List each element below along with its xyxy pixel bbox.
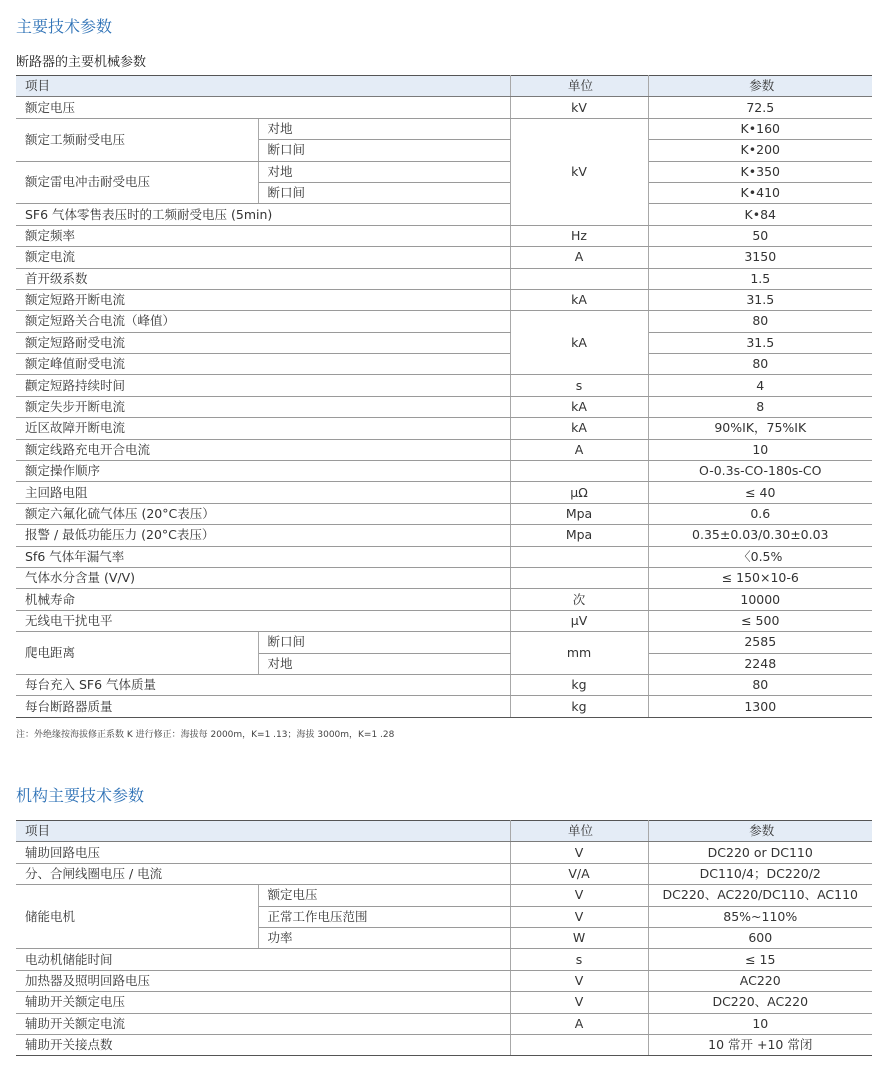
row-subitem: 额定电压 xyxy=(258,885,510,906)
row-unit: kA xyxy=(510,289,648,310)
row-item: 额定频率 xyxy=(16,225,510,246)
table-row xyxy=(16,482,872,503)
row-value: K•84 xyxy=(648,204,872,225)
header-item: 项目 xyxy=(16,821,510,842)
table-row xyxy=(16,289,872,310)
row-value: K•410 xyxy=(648,182,872,203)
table-row xyxy=(16,439,872,460)
row-unit xyxy=(510,546,648,567)
row-subitem: 对地 xyxy=(258,653,510,674)
row-item: 额定电流 xyxy=(16,247,510,268)
row-unit: Hz xyxy=(510,225,648,246)
breaker-params-table xyxy=(16,75,872,718)
row-value: DC220 or DC110 xyxy=(648,842,872,863)
row-item: 机械寿命 xyxy=(16,589,510,610)
row-value: 3150 xyxy=(648,247,872,268)
row-unit: kV xyxy=(510,118,648,225)
table-row xyxy=(16,161,872,182)
row-item: 分、合闸线圈电压 / 电流 xyxy=(16,863,510,884)
row-unit xyxy=(510,461,648,482)
row-unit xyxy=(510,567,648,588)
row-value: 85%~110% xyxy=(648,906,872,927)
section-title-mechanism-params: 机构主要技术参数 xyxy=(16,786,145,805)
row-subitem: 正常工作电压范围 xyxy=(258,906,510,927)
row-item: 额定峰值耐受电流 xyxy=(16,354,510,375)
table-row xyxy=(16,1013,872,1034)
row-item: 颧定短路持续时间 xyxy=(16,375,510,396)
row-item: 每台充入 SF6 气体质量 xyxy=(16,674,510,695)
table-row xyxy=(16,354,872,375)
table-row xyxy=(16,525,872,546)
row-item: 额定短路开断电流 xyxy=(16,289,510,310)
row-item: 报警 / 最低功能压力 (20°C表压） xyxy=(16,525,510,546)
row-item: 辅助开关额定电流 xyxy=(16,1013,510,1034)
table-row xyxy=(16,610,872,631)
table-header-row xyxy=(16,76,872,97)
table-row xyxy=(16,225,872,246)
row-item: 气体水分含量 (V/V) xyxy=(16,567,510,588)
row-value: AC220 xyxy=(648,970,872,991)
row-item: 加热器及照明回路电压 xyxy=(16,970,510,991)
header-item: 项目 xyxy=(16,76,510,97)
row-value: 1.5 xyxy=(648,268,872,289)
row-value: 80 xyxy=(648,311,872,332)
mechanism-params-table xyxy=(16,820,872,1056)
row-item: 辅助开关额定电压 xyxy=(16,992,510,1013)
row-unit: kA xyxy=(510,396,648,417)
row-value: 〈0.5% xyxy=(648,546,872,567)
altitude-correction-note: 注：外绝缘按海拔修正系数 K 进行修正：海拔每 2000m，K=1 .13；海拔 3000m，K=1 .28 xyxy=(16,730,395,740)
header-unit: 单位 xyxy=(510,76,648,97)
row-value: ≤ 40 xyxy=(648,482,872,503)
row-value: DC220、AC220 xyxy=(648,992,872,1013)
row-item: 电动机储能时间 xyxy=(16,949,510,970)
table-row xyxy=(16,674,872,695)
row-unit: s xyxy=(510,949,648,970)
table-row xyxy=(16,461,872,482)
table-row xyxy=(16,204,872,225)
row-value: 0.35±0.03/0.30±0.03 xyxy=(648,525,872,546)
row-unit: Mpa xyxy=(510,525,648,546)
row-unit: μΩ xyxy=(510,482,648,503)
row-value: 10000 xyxy=(648,589,872,610)
table-row xyxy=(16,546,872,567)
row-unit: V xyxy=(510,885,648,906)
row-value: K•350 xyxy=(648,161,872,182)
row-item: 近区故障开断电流 xyxy=(16,418,510,439)
row-value: 2585 xyxy=(648,632,872,653)
table-row xyxy=(16,567,872,588)
header-unit: 单位 xyxy=(510,821,648,842)
table-row xyxy=(16,696,872,717)
row-unit xyxy=(510,268,648,289)
row-value: O-0.3s-CO-180s-CO xyxy=(648,461,872,482)
section-title-main-params: 主要技术参数 xyxy=(16,17,113,36)
table-row xyxy=(16,885,872,906)
row-subitem: 断口间 xyxy=(258,140,510,161)
row-unit: V xyxy=(510,970,648,991)
row-value: 8 xyxy=(648,396,872,417)
table-row xyxy=(16,375,872,396)
table-row xyxy=(16,332,872,353)
row-value: K•200 xyxy=(648,140,872,161)
section-subtitle-breaker-params: 断路器的主要机械参数 xyxy=(16,55,147,70)
table-row xyxy=(16,970,872,991)
row-value: 10 xyxy=(648,1013,872,1034)
row-unit: kA xyxy=(510,311,648,375)
table-row xyxy=(16,503,872,524)
row-value: DC220、AC220/DC110、AC110 xyxy=(648,885,872,906)
table-row xyxy=(16,992,872,1013)
row-unit: V xyxy=(510,906,648,927)
row-value: 72.5 xyxy=(648,97,872,118)
row-unit: V xyxy=(510,842,648,863)
row-value: 2248 xyxy=(648,653,872,674)
row-item: 额定线路充电开合电流 xyxy=(16,439,510,460)
row-unit: V xyxy=(510,992,648,1013)
row-unit: kV xyxy=(510,97,648,118)
row-unit: W xyxy=(510,927,648,948)
row-subitem: 对地 xyxy=(258,118,510,139)
row-unit: 次 xyxy=(510,589,648,610)
row-unit: kA xyxy=(510,418,648,439)
row-item: 每台断路器质量 xyxy=(16,696,510,717)
row-value: 10 常开 +10 常闭 xyxy=(648,1034,872,1055)
row-item: 储能电机 xyxy=(16,885,258,949)
row-unit: A xyxy=(510,1013,648,1034)
row-value: 4 xyxy=(648,375,872,396)
row-value: 10 xyxy=(648,439,872,460)
row-unit: V/A xyxy=(510,863,648,884)
row-unit: kg xyxy=(510,674,648,695)
row-value: 600 xyxy=(648,927,872,948)
header-param: 参数 xyxy=(648,821,872,842)
row-item: 首开级系数 xyxy=(16,268,510,289)
table-row xyxy=(16,247,872,268)
row-unit: μV xyxy=(510,610,648,631)
row-value: DC110/4；DC220/2 xyxy=(648,863,872,884)
row-item: 额定雷电冲击耐受电压 xyxy=(16,161,258,204)
row-subitem: 断口间 xyxy=(258,632,510,653)
row-unit: mm xyxy=(510,632,648,675)
row-subitem: 功率 xyxy=(258,927,510,948)
table-row xyxy=(16,632,872,653)
row-unit: A xyxy=(510,439,648,460)
row-item: 无线电干扰电平 xyxy=(16,610,510,631)
row-value: K•160 xyxy=(648,118,872,139)
table-row xyxy=(16,1034,872,1055)
row-unit: Mpa xyxy=(510,503,648,524)
row-item: SF6 气体零售表压时的工频耐受电压 (5min) xyxy=(16,204,510,225)
row-item: 辅助回路电压 xyxy=(16,842,510,863)
row-item: 额定失步开断电流 xyxy=(16,396,510,417)
row-value: 31.5 xyxy=(648,332,872,353)
table-row xyxy=(16,589,872,610)
row-item: 额定电压 xyxy=(16,97,510,118)
row-unit: kg xyxy=(510,696,648,717)
table-row xyxy=(16,863,872,884)
row-value: 1300 xyxy=(648,696,872,717)
row-subitem: 断口间 xyxy=(258,182,510,203)
table-row xyxy=(16,311,872,332)
table-row xyxy=(16,396,872,417)
table-row xyxy=(16,97,872,118)
table-row xyxy=(16,268,872,289)
row-value: 90%IK，75%IK xyxy=(648,418,872,439)
row-unit xyxy=(510,1034,648,1055)
table-row xyxy=(16,118,872,139)
row-value: 80 xyxy=(648,354,872,375)
row-item: 额定操作顺序 xyxy=(16,461,510,482)
row-item: 辅助开关接点数 xyxy=(16,1034,510,1055)
table-row xyxy=(16,842,872,863)
header-param: 参数 xyxy=(648,76,872,97)
row-item: 爬电距离 xyxy=(16,632,258,675)
row-item: 额定短路耐受电流 xyxy=(16,332,510,353)
row-unit: s xyxy=(510,375,648,396)
row-item: 额定六氟化硫气体压 (20°C表压） xyxy=(16,503,510,524)
row-value: 80 xyxy=(648,674,872,695)
row-value: ≤ 500 xyxy=(648,610,872,631)
row-value: 50 xyxy=(648,225,872,246)
table-header-row xyxy=(16,821,872,842)
table-row xyxy=(16,949,872,970)
row-unit: A xyxy=(510,247,648,268)
row-item: 额定短路关合电流（峰值） xyxy=(16,311,510,332)
row-item: Sf6 气体年漏气率 xyxy=(16,546,510,567)
row-value: ≤ 150×10-6 xyxy=(648,567,872,588)
row-item: 主回路电阻 xyxy=(16,482,510,503)
table-row xyxy=(16,418,872,439)
row-value: ≤ 15 xyxy=(648,949,872,970)
row-item: 额定工频耐受电压 xyxy=(16,118,258,161)
row-subitem: 对地 xyxy=(258,161,510,182)
row-value: 31.5 xyxy=(648,289,872,310)
row-value: 0.6 xyxy=(648,503,872,524)
